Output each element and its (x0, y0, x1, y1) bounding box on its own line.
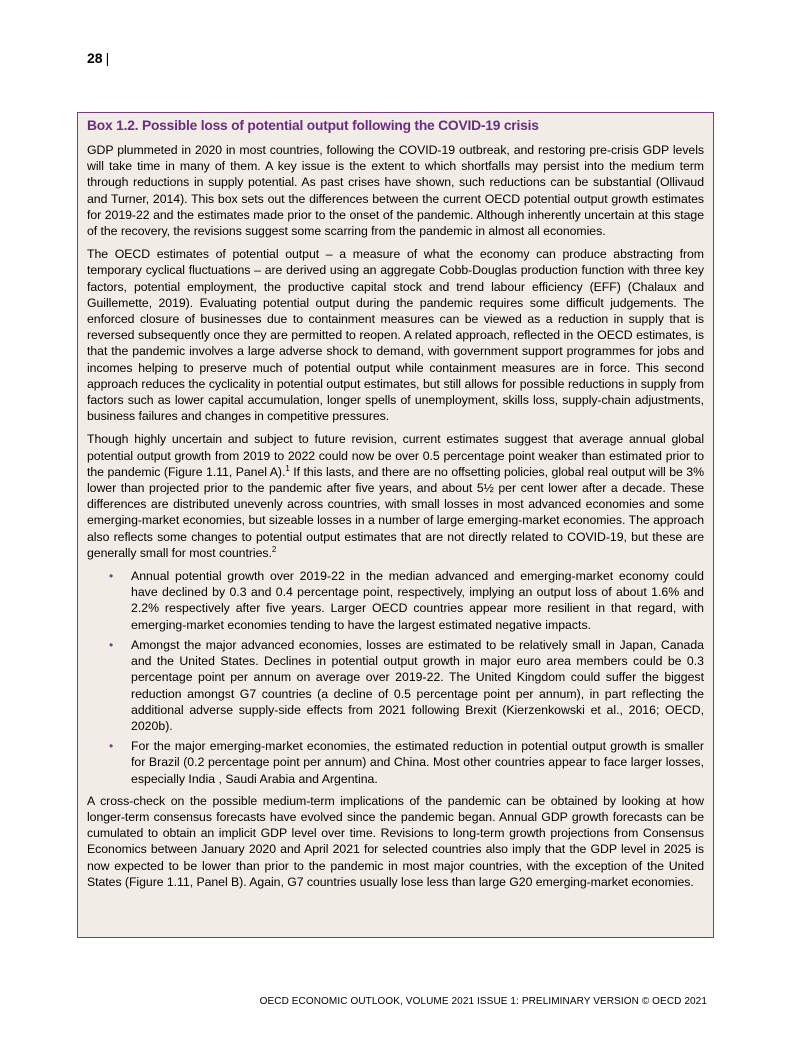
box-paragraph-2: The OECD estimates of potential output – a measure of what the economy can produce abstracting from temporary cyclical fluctuations – are derived using an aggregate Cobb-Douglas production function with three key factors, potential employment, the productive capital stock and trend labour efficiency (EFF) (Chalaux and Guillemette, 2019). Evaluating potential output during the pandemic requires some difficult judgements. The enforced closure of businesses due to containment measures can be viewed as a reduction in supply that is reversed subsequently once they are permitted to reopen. A related approach, reflected in the OECD estimates, is that the pandemic involves a large adverse shock to demand, with government support programmes for jobs and incomes helping to preserve much of potential output while containment measures are in force. This second approach reduces the cyclicality in potential output estimates, but still allows for possible reductions in supply from factors such as lower capital accumulation, longer spells of unemployment, skills loss, supply-chain adjustments, business failures and changes in competitive pressures. (87, 247, 704, 424)
bullet-icon: • (109, 739, 114, 754)
page-number (87, 50, 109, 66)
paragraph-3-text-2: If this lasts, and there are no offsetting policies, global real output will be 3% lower than projected prior to the pandemic after five years, and about 5½ per cent lower after a decade. These differences are distributed unevenly across countries, with small losses in most advanced economies and some emerging-market economies, but sizeable losses in a number of large emerging-market economies. The approach also reflects some changes to potential output estimates that are not directly related to COVID-19, but these are generally small for most countries. (87, 464, 704, 560)
page-number-value: 28 (87, 50, 103, 66)
bullet-item (87, 738, 704, 787)
box-paragraph-closing: A cross-check on the possible medium-term implications of the pandemic can be obtained by looking at how longer-term consensus forecasts have evolved since the pandemic began. Annual GDP growth forecasts can be cumulated to obtain an implicit GDP level over time. Revisions to long-term growth projections from Consensus Economics between January 2020 and April 2021 for selected countries also imply that the GDP level in 2025 is now expected to be lower than prior to the pandemic in most major countries, with the exception of the United States (Figure 1.11, Panel B). Again, G7 countries usually lose less than large G20 emerging-market economies. (87, 793, 704, 889)
bullet-text: Annual potential growth over 2019-22 in the median advanced and emerging-market economy could have declined by 0.3 and 0.4 percentage point, respectively, implying an output loss of about 1.6% and 2.2% respectively after five years. Larger OECD countries appear more resilient in that regard, with emerging-market economies tending to have the largest estimated negative impacts. (131, 569, 704, 632)
box-1-2 (77, 112, 714, 938)
page-number-separator: | (105, 50, 110, 66)
box-title: Box 1.2. Possible loss of potential output following the COVID-19 crisis (87, 118, 539, 133)
paragraph-3-text-1: Though highly uncertain and subject to future revision, current estimates suggest that average annual global potential output growth from 2019 to 2022 could now be over 0.5 percentage point weaker than estimated prior to the pandemic (Figure 1.11, Panel A). (87, 432, 704, 479)
footnote-ref-2[interactable]: 2 (271, 544, 277, 554)
box-paragraph-3 (87, 431, 704, 561)
footnote-ref-1[interactable]: 1 (285, 463, 290, 473)
bullet-text: For the major emerging-market economies, the estimated reduction in potential output growth is smaller for Brazil (0.2 percentage point per annum) and China. Most other countries appear to face larger losses, especially India , Saudi Arabia and Argentina. (131, 739, 704, 786)
bullet-item (87, 637, 704, 734)
bullet-item (87, 568, 704, 633)
bullet-icon: • (109, 569, 114, 584)
page-footer: OECD ECONOMIC OUTLOOK, VOLUME 2021 ISSUE 1: PRELIMINARY VERSION © OECD 2021 (259, 996, 707, 1007)
bullet-list (87, 568, 704, 787)
bullet-icon: • (109, 637, 114, 652)
box-paragraph-1: GDP plummeted in 2020 in most countries, following the COVID-19 outbreak, and restoring pre-crisis GDP levels will take time in many of them. A key issue is the extent to which shortfalls may persist into the medium term through reductions in supply potential. As past crises have shown, such reductions can be substantial (Ollivaud and Turner, 2014). This box sets out the differences between the current OECD potential output growth estimates for 2019-22 and the estimates made prior to the onset of the pandemic. Although inherently uncertain at this stage of the recovery, the revisions suggest some scarring from the pandemic in almost all economies. (87, 143, 704, 239)
bullet-text: Amongst the major advanced economies, losses are estimated to be relatively small in Japan, Canada and the United States. Declines in potential output growth in major euro area members could be 0.3 percentage point per annum on average over 2019-22. The United Kingdom could suffer the biggest reduction amongst G7 countries (a decline of 0.5 percentage point per annum), in part reflecting the additional adverse supply-side effects from 2021 following Brexit (Kierzenkowski et al., 2016; OECD, 2020b). (131, 637, 704, 733)
